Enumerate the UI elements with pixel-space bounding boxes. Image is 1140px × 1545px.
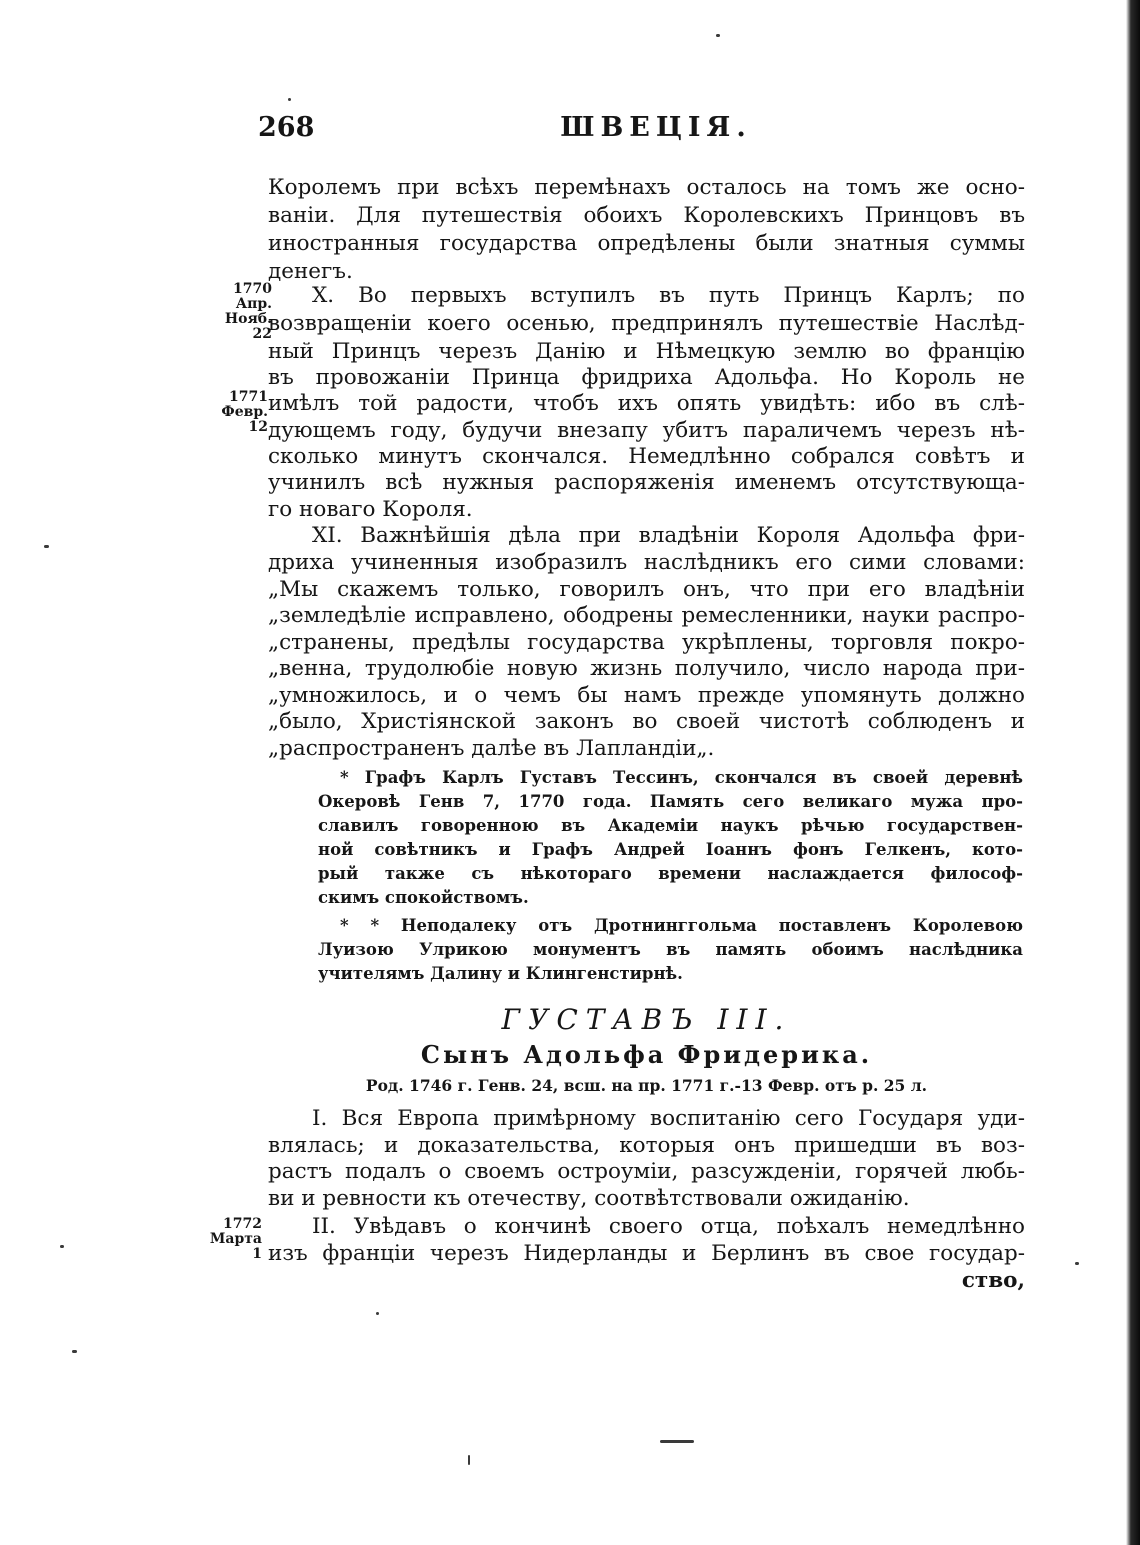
text-line: X. Во первыхъ вступилъ въ путь Принцъ Карлъ; по: [312, 283, 1025, 308]
text-line: I. Вся Европа примѣрному воспитанію сего Государя уди-: [312, 1106, 1025, 1131]
margin-note-1770: 1770 Апр. Нояб. 22: [224, 281, 272, 342]
ink-speck: [60, 1245, 64, 1248]
running-title: ШВЕЦІЯ.: [560, 112, 752, 143]
text-line: „странены, предѣлы государства укрѣплены, торговля покро-: [268, 630, 1025, 655]
text-line: Королемъ при всѣхъ перемѣнахъ осталось на томъ же осно-: [268, 175, 1025, 200]
footnote-line: славилъ говоренною въ Академіи наукъ рѣчью государствен-: [318, 816, 1023, 835]
margin-note-1771: 1771 Февр. 12: [221, 389, 268, 435]
text-line: изъ франціи черезъ Нидерланды и Берлинъ въ свое государ-: [268, 1241, 1025, 1266]
text-line: дриха учиненныя изобразилъ наслѣдникъ его сими словами:: [268, 550, 1025, 575]
ink-speck: [44, 545, 49, 548]
text-line: ный Принцъ черезъ Данію и Нѣмецкую землю во францію: [268, 339, 1025, 364]
ink-speck: [716, 34, 720, 37]
ink-speck: [1075, 1262, 1079, 1265]
text-line: „Мы скажемъ только, говорилъ онъ, что при его владѣніи: [268, 577, 1025, 602]
text-line: дующемъ году, будучи внезапу убитъ параличемъ черезъ нѣ-: [268, 418, 1025, 443]
section-title: ГУСТАВЪ III.: [501, 1003, 792, 1036]
footnote-line: скимъ спокойствомъ.: [318, 888, 529, 907]
catchword: ство,: [961, 1268, 1025, 1293]
footnote-line: Океровѣ Генв 7, 1770 года. Память сего великаго мужа про-: [318, 792, 1023, 811]
footnote-line: Луизою Улрикою монументъ въ память обоимъ наслѣдника: [318, 940, 1023, 959]
ink-speck: [660, 1440, 694, 1443]
text-line: „земледѣліе исправлено, ободрены ремесленники, науки распро-: [268, 603, 1025, 628]
page-number: 268: [258, 112, 315, 143]
section-subtitle: Сынъ Адольфа Фридерика.: [420, 1040, 873, 1069]
text-line: „распространенъ далѣе въ Лапландіи„.: [268, 736, 715, 761]
ink-speck: [468, 1455, 470, 1465]
text-line: „умножилось, и о чемъ бы намъ прежде упомянуть должно: [268, 683, 1025, 708]
text-line: „венна, трудолюбіе новую жизнь получило, число народа при-: [268, 656, 1025, 681]
text-line: го новаго Короля.: [268, 497, 473, 522]
footnote-line: учителямъ Далину и Клингенстирнѣ.: [318, 964, 683, 983]
margin-note-1772: 1772 Марта 1: [209, 1216, 262, 1262]
footnote-line: ной совѣтникъ и Графъ Андрей Іоаннъ фонъ Гелкенъ, кото-: [318, 840, 1023, 859]
text-line: влялась; и доказательства, которыя онъ пришедши въ воз-: [268, 1133, 1025, 1158]
footnote-line: рый также съ нѣкотораго времени наслаждается философ-: [318, 864, 1023, 883]
text-line: иностранныя государства опредѣлены были знатныя суммы: [268, 231, 1025, 256]
text-line: денегъ.: [268, 259, 353, 284]
text-line: учинилъ всѣ нужныя распоряженія именемъ отсутствующа-: [268, 470, 1025, 495]
text-line: растъ подалъ о своемъ остроуміи, разсужденіи, горячей любь-: [268, 1159, 1025, 1184]
text-line: ваніи. Для путешествія обоихъ Королевскихъ Принцовъ въ: [268, 203, 1025, 228]
page-edge-shadow: [1126, 0, 1140, 1545]
text-line: въ провожаніи Принца фридриха Адольфа. Но Король не: [268, 365, 1025, 390]
ink-speck: [376, 1312, 379, 1315]
text-line: „было, Христіянской законъ во своей чистотѣ соблюденъ и: [268, 709, 1025, 734]
footnote-line: * * Неподалеку отъ Дротнинггольма поставленъ Королевою: [340, 916, 1023, 935]
text-line: возвращеніи коего осенью, предпринялъ путешествіе Наслѣд-: [268, 311, 1025, 336]
ink-speck: [288, 98, 291, 101]
text-line: ви и ревности къ отечеству, соотвѣтствовали ожиданію.: [268, 1186, 910, 1211]
text-line: II. Увѣдавъ о кончинѣ своего отца, поѣхалъ немедлѣнно: [312, 1214, 1025, 1239]
text-line: сколько минутъ скончался. Немедлѣнно собрался совѣтъ и: [268, 444, 1025, 469]
page-header: [258, 112, 1028, 152]
text-line: XI. Важнѣйшія дѣла при владѣніи Короля Адольфа фри-: [312, 523, 1025, 548]
birth-date-line: Род. 1746 г. Генв. 24, всш. на пр. 1771 г.-13 Февр. отъ р. 25 л.: [365, 1076, 928, 1095]
text-line: имѣлъ той радости, чтобъ ихъ опять увидѣть: ибо въ слѣ-: [268, 391, 1025, 416]
footnote-line: * Графъ Карлъ Густавъ Тессинъ, скончался въ своей деревнѣ: [340, 768, 1023, 787]
ink-speck: [72, 1350, 77, 1353]
